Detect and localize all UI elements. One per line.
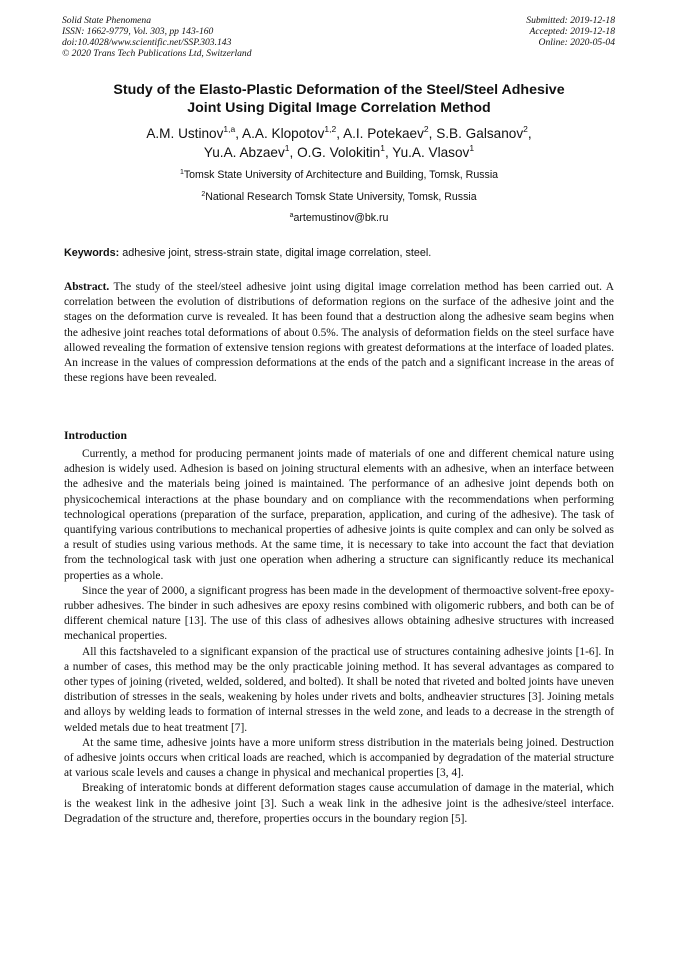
journal-info — [62, 15, 252, 59]
author: O.G. Volokitin$^1$, — [297, 143, 393, 160]
author-list — [60, 124, 618, 162]
author: A.I. Potekaev$^2$, — [343, 124, 437, 141]
paragraph: At the same time, adhesive joints have a more uniform stress distribution in the materials being joined. Destruction of adhesive joints occurs when critical loads are reached, which is accompanied by degradation of the material structure at various scale levels and causes a change in physical and mechanical properties [3, 4]. — [64, 736, 614, 780]
keywords-text: adhesive joint, stress-strain state, digital image correlation, steel. — [119, 247, 432, 259]
paper-title — [70, 81, 608, 117]
copyright-line: © 2020 Trans Tech Publications Ltd, Switzerland — [62, 48, 252, 59]
author: A.A. Klopotov$^{1,2}$, — [242, 124, 344, 141]
title-line: Joint Using Digital Image Correlation Method — [187, 100, 491, 116]
keywords-label: Keywords: — [64, 247, 120, 259]
paragraph: Breaking of interatomic bonds at different deformation stages cause accumulation of damage in the material, which is the weakest link in the adhesive joint [3]. Such a weak link in the adhesive joint is the adhesive/steel interface. Degradation of the structure and, therefore, properties occurs in the boundary region [5]. — [64, 782, 614, 825]
abstract-label: Abstract. — [64, 281, 110, 293]
paragraph: Since the year of 2000, a significant progress has been made in the development of thermoactive solvent-free epoxy-rubber adhesives. The binder in such adhesives are epoxy resins combined with oligomeric rubbers, and both can be of different chemical nature [13]. The use of this class of adhesives allows obtaining adhesive structures with increased mechanical properties. — [64, 584, 615, 643]
journal-name: Solid State Phenomena — [62, 15, 151, 26]
affiliation-1: $^1$Tomsk State University of Architecture and Building, Tomsk, Russia — [179, 169, 499, 181]
author-line-1 — [60, 124, 618, 143]
paragraph: All this factshaveled to a significant expansion of the practical use of structures containing adhesive joints [1-6]. In a number of cases, this method may be the only practicable joining method. It has several advantages as compared to other types of joining (riveted, welded, soldered, and bolted). It shall be noted that riveted and bolted joints have uneven distribution of stresses in the seals, weakening by holes under rivets and bolts, andheavier structures [3]. Joining metals and alloys by welding leads to formation of internal stresses in the weld zone, and leads to a decrease in the strength of welded metals due to heat treatment [7]. — [64, 645, 614, 734]
issn-line: ISSN: 1662-9779, Vol. 303, pp 143-160 — [62, 26, 214, 37]
affiliation-2: $^2$National Research Tomsk State University, Tomsk, Russia — [201, 191, 477, 203]
author: A.M. Ustinov$^{1,a}$, — [146, 124, 243, 141]
paragraph: Currently, a method for producing permanent joints made of materials of one and different chemical nature using adhesion is widely used. Adhesion is based on joining structural elements with an adhesive, when an interface between the adhesive and the materials being joined is maintained. The performance of an adhesive joint depends both on physicochemical interactions at the phase boundary and on compliance with the recommendations when performing technological operations (preparation of the surface, preparation, application, and curing of the adhesive). The task of quantifying various contributions to mechanical properties of adhesive joints is quite complex and can only be solved as a result of studies using various methods. At the same time, it is necessary to take into account the fact that deviation from the technological task with just one operation when adhering a structure can significantly reduce its mechanical properties as a whole. — [64, 448, 614, 582]
accepted-date: Accepted: 2019-12-18 — [529, 26, 615, 37]
section-heading-introduction: Introduction — [64, 429, 127, 442]
author: Yu.A. Vlasov$^1$ — [392, 143, 475, 160]
doi-line[interactable]: doi:10.4028/www.scientific.net/SSP.303.143 — [62, 37, 232, 48]
author-line-2 — [60, 143, 618, 162]
keywords — [64, 247, 616, 260]
author: Yu.A. Abzaev$^1$, — [203, 143, 298, 160]
author: S.B. Galsanov$^2$, — [436, 124, 532, 141]
author-email[interactable]: $^a$artemustinov@bk.ru — [289, 212, 389, 224]
dates-info — [526, 15, 615, 48]
submitted-date: Submitted: 2019-12-18 — [526, 15, 615, 26]
introduction-body — [64, 447, 614, 827]
abstract-text: The study of the steel/steel adhesive joint using digital image correlation method has been carried out. A correlation between the evolution of distributions of deformation regions on the surface of the adhesive joint and the stages on the deformation curve is revealed. It has been found that a destruction along the adhesive seam begins when the adhesive joint reaches total deformations of about 0.5%. The analysis of deformation fields on the steel surface have allowed revealing the formation of extensive tension regions with greatest deformations at the interface of loaded plates. An increase in the values of compression deformations at the ends of the patch and a significant increase in the areas of these regions have been revealed. — [64, 281, 614, 385]
title-line: Study of the Elasto-Plastic Deformation of the Steel/Steel Adhesive — [113, 82, 565, 98]
abstract — [64, 280, 614, 386]
online-date: Online: 2020-05-04 — [538, 37, 615, 48]
